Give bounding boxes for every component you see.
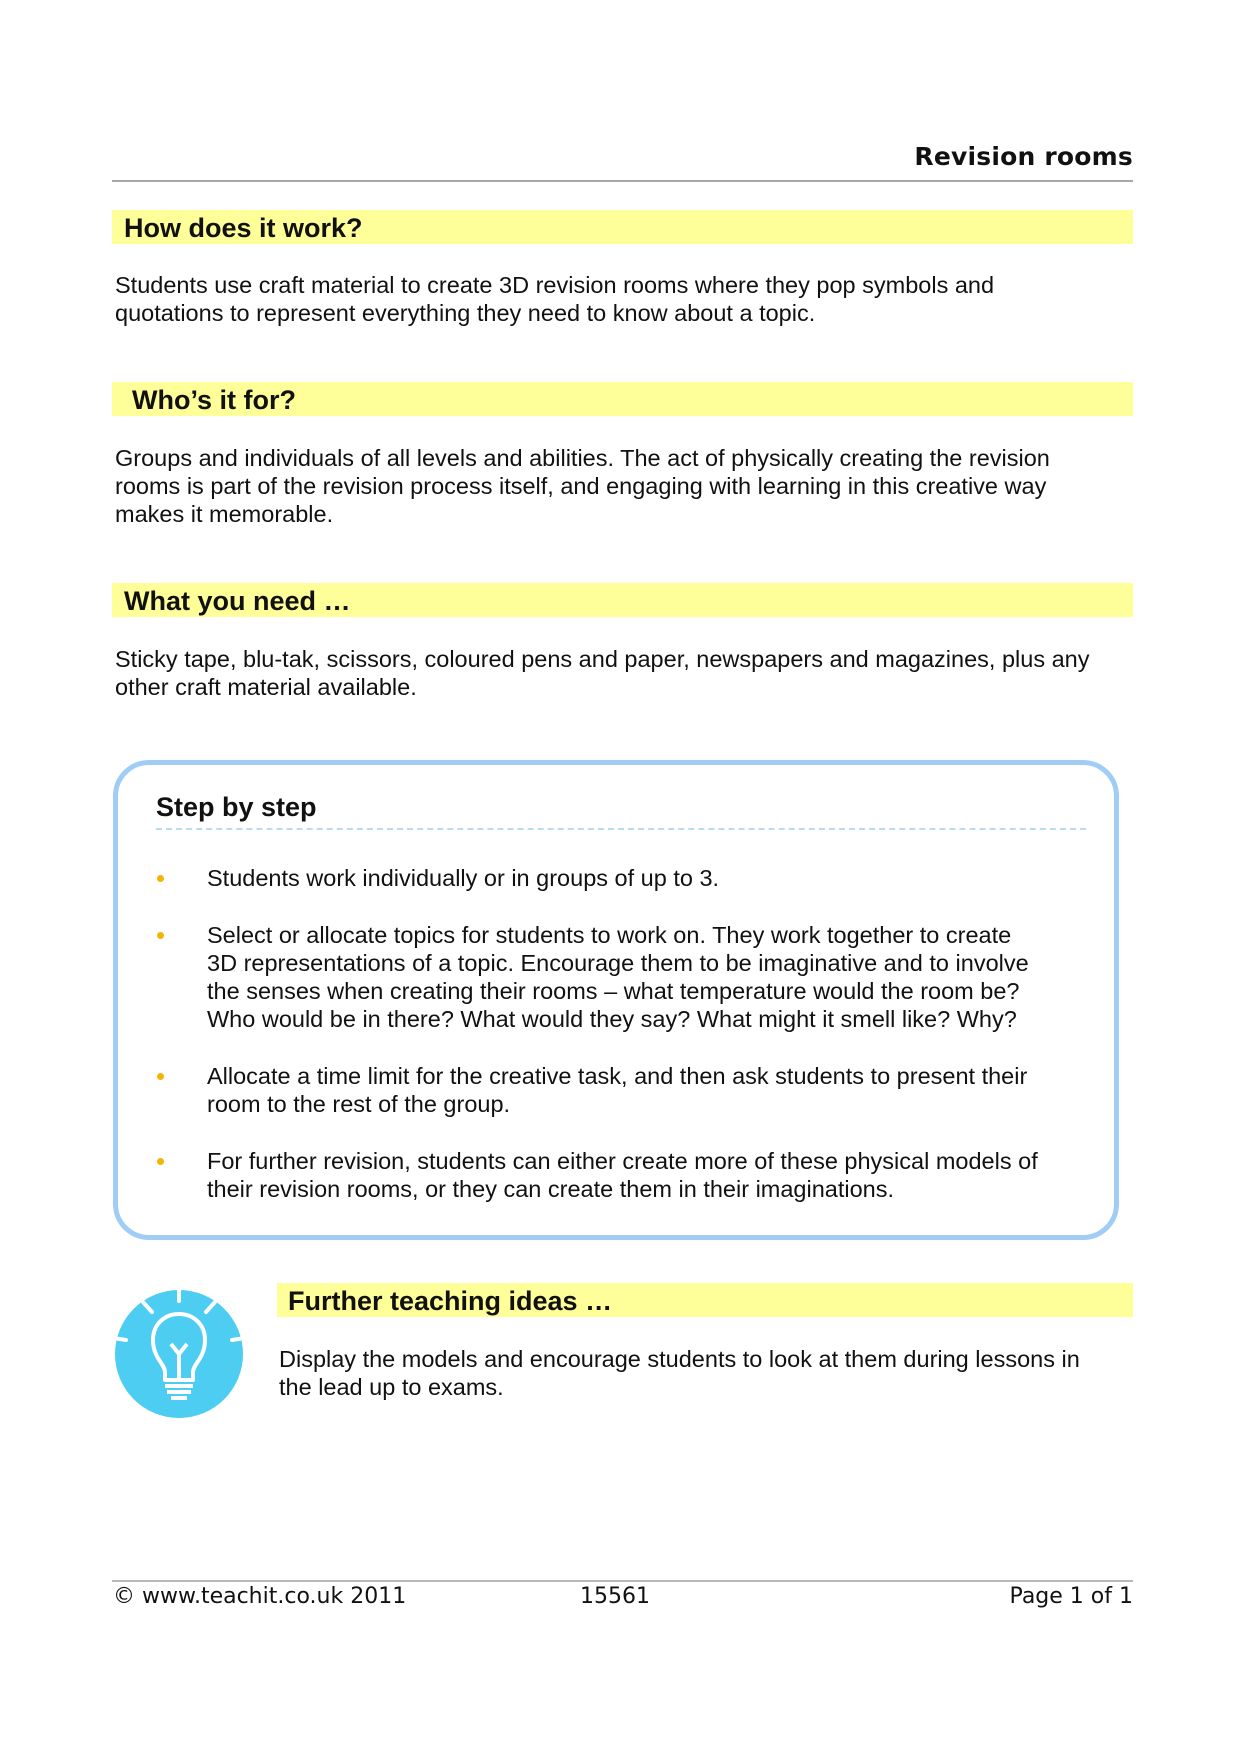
section-heading-who [112,382,1133,416]
section-body-further [279,1345,1139,1401]
step-item [118,921,1114,1033]
section-body-who [115,444,1125,528]
footer-resource-code: 15561 [580,1584,650,1609]
text-line: Sticky tape, blu-tak, scissors, coloured pens and paper, newspapers and magazines, plus any [115,646,1090,672]
title-rule [112,180,1133,182]
text-line: Groups and individuals of all levels and abilities. The act of physically creating the revision [115,445,1050,471]
text-line: Who would be in there? What would they say? What might it smell like? Why? [207,1006,1017,1032]
step-list [118,864,1114,1232]
text-line: Select or allocate topics for students to work on. They work together to create [207,922,1012,948]
text-line: other craft material available. [115,674,417,700]
step-item [118,864,1114,892]
text-line: their revision rooms, or they can create them in their imaginations. [207,1176,895,1202]
text-line: rooms is part of the revision process itself, and engaging with learning in this creative way [115,473,1047,499]
text-line: the senses when creating their rooms – what temperature would the room be? [207,978,1020,1004]
bullet-icon [157,932,164,939]
section-heading-need [112,583,1133,617]
bullet-icon [157,1158,164,1165]
step-by-step-title: Step by step [156,792,317,822]
section-heading-how-text: How does it work? [124,213,363,243]
bullet-icon [157,1073,164,1080]
section-heading-need-text: What you need … [124,586,351,616]
text-line: quotations to represent everything they need to know about a topic. [115,300,816,326]
text-line: 3D representations of a topic. Encourage them to be imaginative and to involve [207,950,1029,976]
step-item [118,1147,1114,1203]
text-line: Allocate a time limit for the creative task, and then ask students to present their [207,1063,1028,1089]
text-line: Display the models and encourage students to look at them during lessons in [279,1346,1080,1372]
lightbulb-icon [113,1288,245,1420]
section-body-need [115,645,1125,701]
section-heading-further-text: Further teaching ideas … [288,1286,613,1316]
section-heading-further [277,1283,1133,1317]
text-line: room to the rest of the group. [207,1091,511,1117]
footer-page-number: Page 1 of 1 [1009,1584,1133,1609]
text-line: Students use craft material to create 3D revision rooms where they pop symbols and [115,272,995,298]
text-line: the lead up to exams. [279,1374,504,1400]
footer-copyright: © www.teachit.co.uk 2011 [113,1584,407,1609]
text-line: makes it memorable. [115,501,334,527]
text-line: For further revision, students can either create more of these physical models of [207,1148,1038,1174]
section-heading-how [112,210,1133,244]
step-by-step-box [113,760,1119,1240]
section-body-how [115,271,1125,327]
text-line: Students work individually or in groups of up to 3. [207,865,720,891]
document-title: Revision rooms [914,142,1133,171]
step-title-rule [156,828,1086,830]
section-heading-who-text: Who’s it for? [132,385,296,415]
step-item [118,1062,1114,1118]
bullet-icon [157,875,164,882]
footer-rule [112,1580,1133,1582]
